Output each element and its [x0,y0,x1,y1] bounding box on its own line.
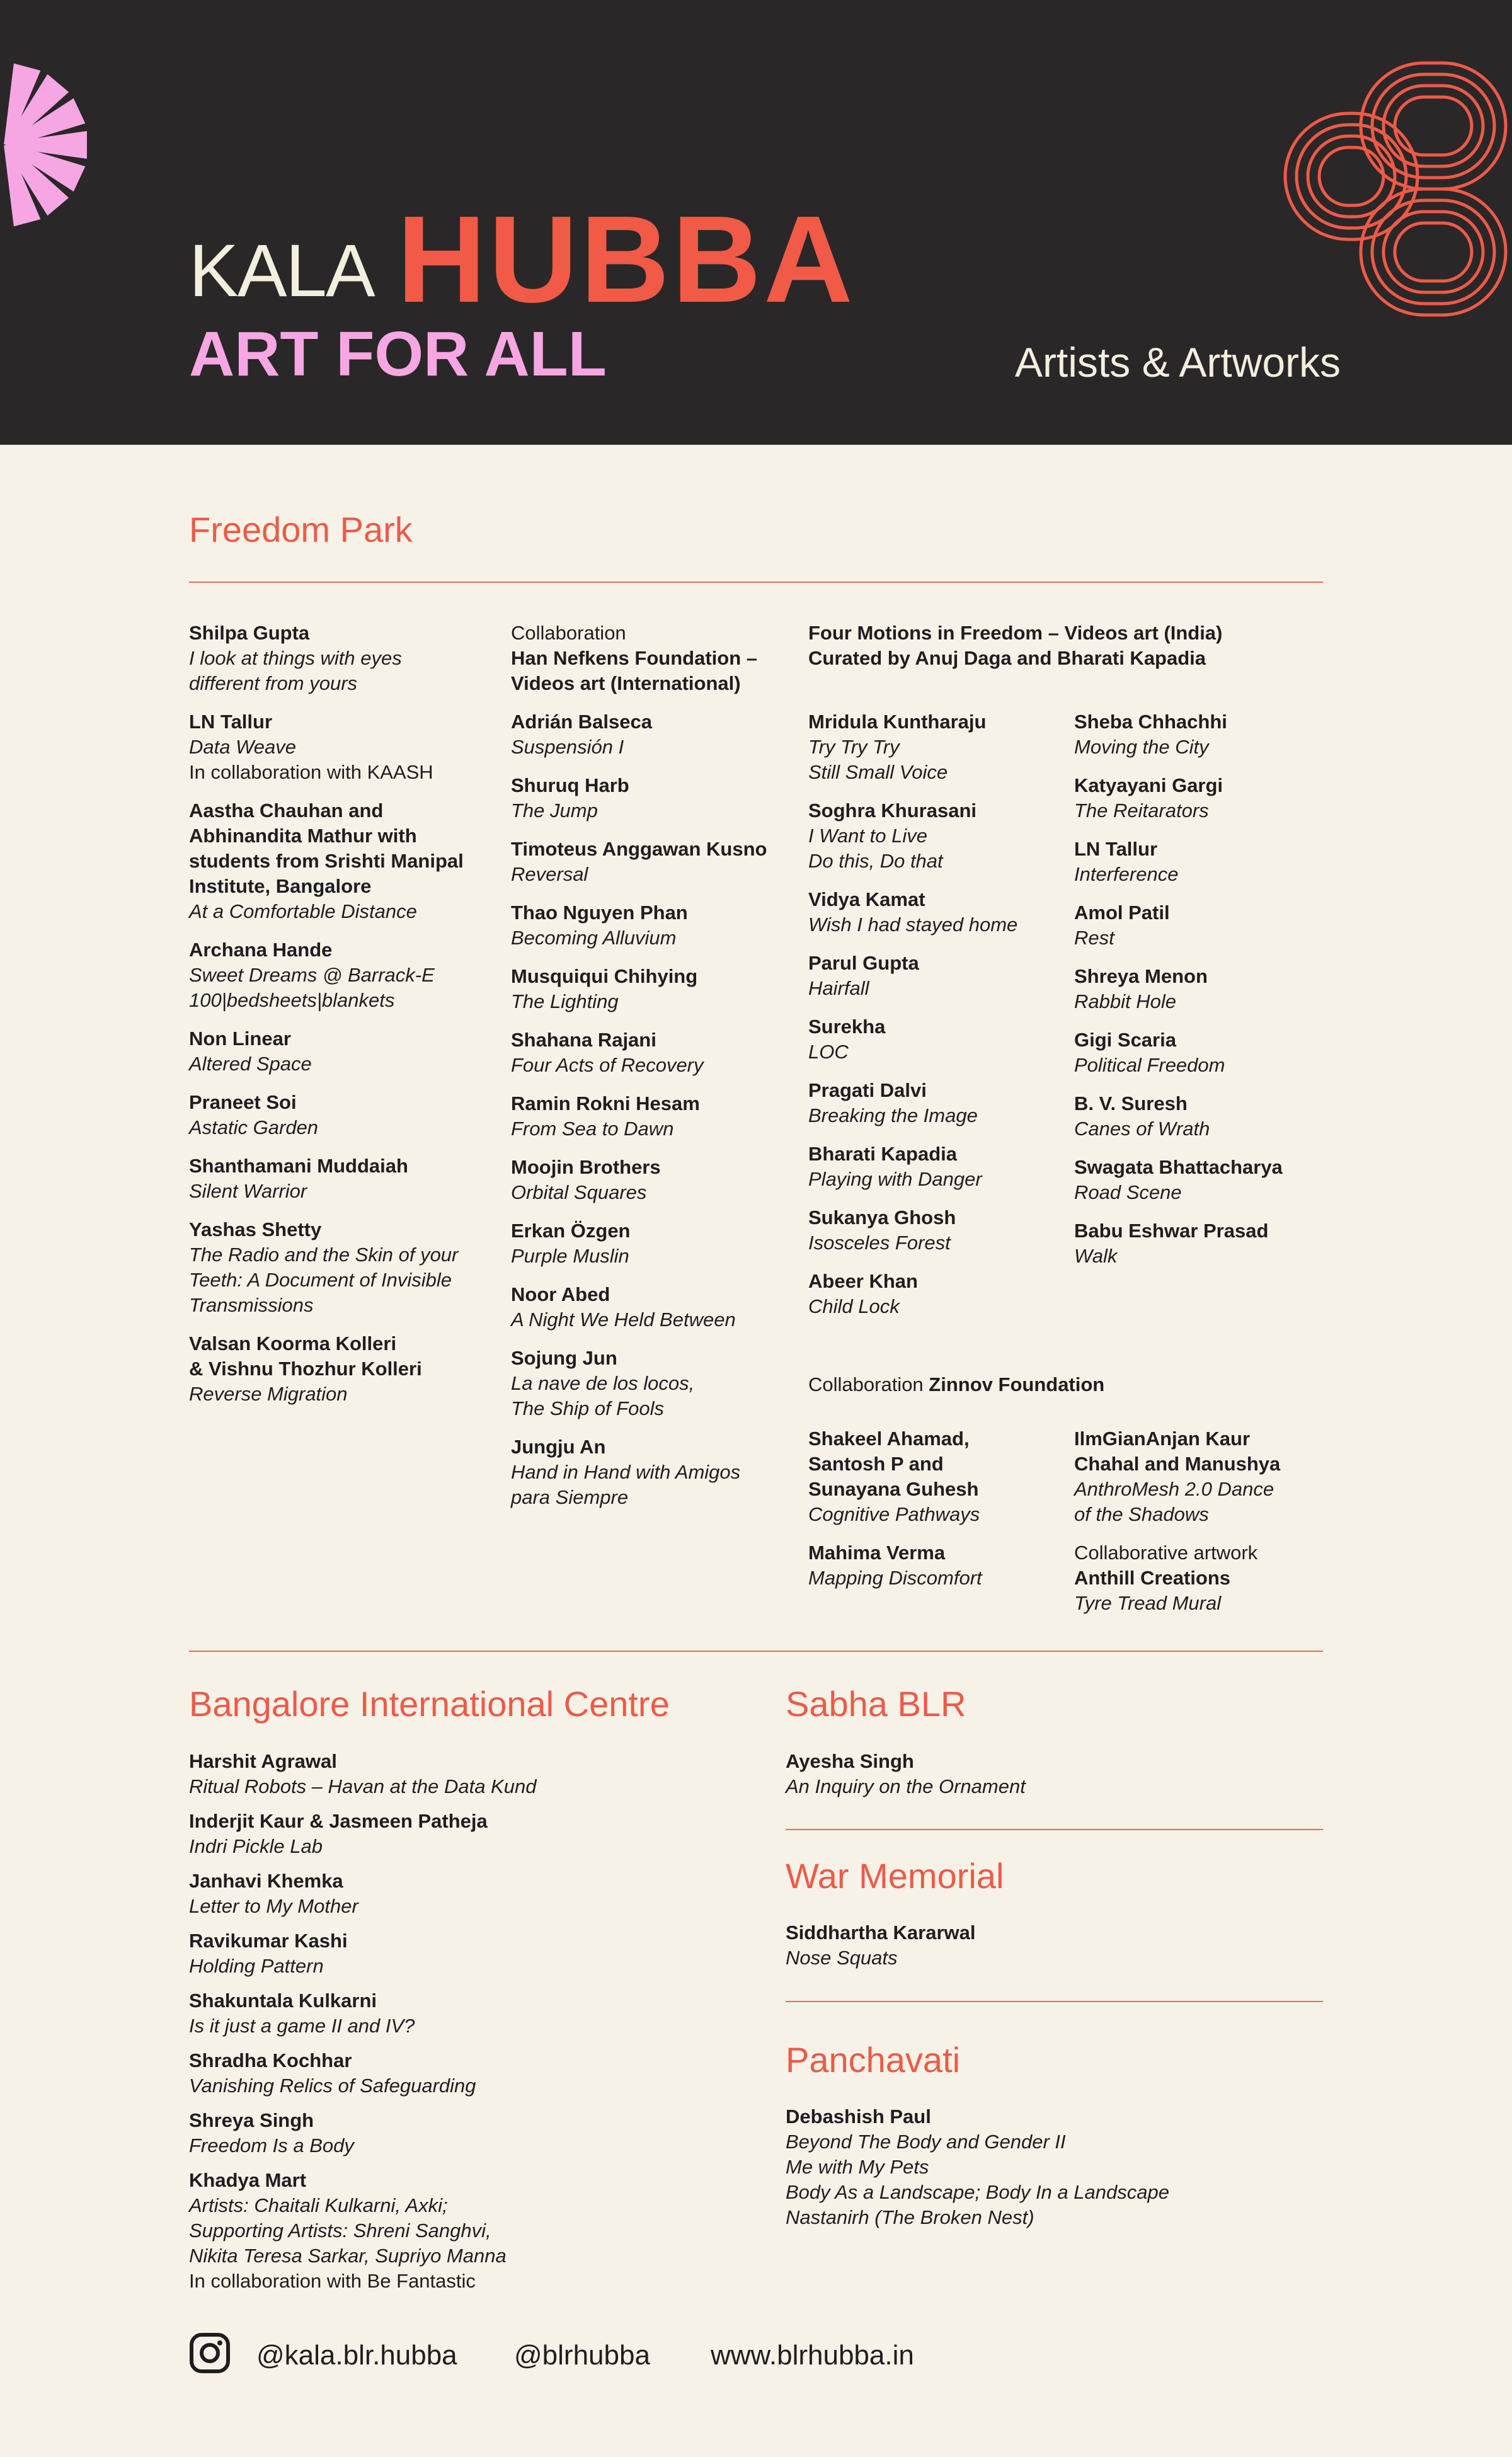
bic-list [189,1749,756,2303]
artist-name: Inderjit Kaur & Jasmeen Patheja [189,1810,488,1832]
artwork-title: Breaking the Image [808,1104,978,1126]
artist-entry [1074,1218,1326,1269]
artist-name: Anthill Creations [1074,1567,1231,1589]
curation-line: Four Motions in Freedom – Videos art (India) [808,622,1223,644]
artwork-title: Wish I had stayed home [808,914,1018,936]
artist-name: Shilpa Gupta [189,622,310,644]
zinnov-col-left [808,1426,1067,1604]
artist-name: Ravikumar Kashi [189,1930,348,1952]
artwork-title: The Lighting [511,990,619,1012]
artist-name: Bharati Kapadia [808,1143,958,1165]
section-divider [189,581,1323,583]
artist-name: Shahana Rajani [511,1029,656,1051]
artwork-title: Interference [1074,863,1179,885]
artwork-title: Sweet Dreams @ Barrack-E [189,964,435,986]
artist-name: LN Tallur [189,711,273,733]
artwork-title: Nose Squats [786,1947,898,1969]
artist-entry [808,887,1067,937]
footer [189,2331,1323,2375]
second-handle-link[interactable]: @blrhubba [514,2340,650,2371]
artist-name: Noor Abed [511,1283,610,1305]
freedom-park-col-3 [808,709,1067,1332]
artist-entry [808,798,1067,874]
subtitle: Artists & Artworks [1014,339,1341,386]
artist-entry [189,1809,756,1859]
artwork-title: Cognitive Pathways [808,1503,980,1525]
bic-title: Bangalore International Centre [189,1684,670,1724]
artist-entry [1074,773,1326,823]
artwork-title: Still Small Voice [808,761,948,783]
freedom-park-col-2 [511,621,801,1523]
artist-name: Mridula Kuntharaju [808,711,987,733]
artist-entry [189,1026,498,1077]
artwork-title: Try Try Try [808,736,900,758]
zinnov-col-right [1074,1426,1326,1629]
artwork-title: Playing with Danger [808,1168,982,1190]
artist-name: Mahima Verma [808,1542,946,1564]
freedom-park-col-4 [1074,709,1326,1282]
artist-name: Khadya Mart [189,2169,307,2191]
artist-name: Non Linear [189,1028,291,1050]
artist-entry [189,1988,756,2039]
artist-entry [511,1028,801,1078]
artwork-title: The Jump [511,799,598,822]
artist-name: IlmGianAnjan Kaur [1074,1428,1251,1450]
artwork-title: The Radio and the Skin of your [189,1244,459,1266]
artist-name: Ayesha Singh [786,1750,914,1772]
artist-name: Erkan Özgen [511,1220,631,1242]
zinnov-header [808,1372,1325,1397]
artist-entry [786,1920,1321,1971]
artwork-title: AnthroMesh 2.0 Dance [1074,1478,1274,1500]
artwork-title: Silent Warrior [189,1180,307,1202]
artwork-title: Me with My Pets [786,2156,929,2178]
artwork-title: The Ship of Fools [511,1397,664,1419]
artist-entry [808,951,1067,1001]
artist-entry [189,2048,756,2099]
artwork-title: Political Freedom [1074,1054,1225,1076]
artist-entry [511,1282,801,1332]
artist-name: Sukanya Ghosh [808,1206,956,1228]
artist-entry [189,1217,498,1318]
artwork-title: Altered Space [189,1053,312,1075]
artist-name: Ramin Rokni Hesam [511,1092,700,1114]
artwork-title: Is it just a game II and IV? [189,2015,415,2037]
artist-name: Soghra Khurasani [808,799,976,822]
artwork-title: Indri Pickle Lab [189,1835,323,1857]
artist-entry [189,2168,756,2294]
tagline: ART FOR ALL [189,319,607,389]
artwork-title: Holding Pattern [189,1955,324,1977]
artist-name: Gigi Scaria [1074,1029,1176,1051]
collaborator-name-line: Videos art (International) [511,672,741,694]
panchavati-list [786,2104,1321,2243]
artist-entry [511,837,801,887]
artwork-title: Freedom Is a Body [189,2134,354,2156]
artist-name: Archana Hande [189,939,333,961]
artwork-title: Four Acts of Recovery [511,1054,704,1076]
artist-entry [189,621,498,696]
artist-entry [1074,837,1326,887]
artist-entry [511,1435,801,1510]
artwork-title: Astatic Garden [189,1116,319,1138]
artwork-title: Letter to My Mother [189,1895,358,1917]
artist-name: Adrián Balseca [511,711,652,733]
artist-entry [189,1154,498,1204]
artist-entry [1074,900,1326,951]
artist-entry [808,1269,1067,1319]
artwork-title: Walk [1074,1245,1118,1267]
artwork-title: Child Lock [808,1295,900,1317]
artwork-title: 100|bedsheets|blankets [189,989,395,1011]
artist-entry [808,1205,1067,1256]
artist-name: Timoteus Anggawan Kusno [511,838,767,860]
logo-kala-text: KALA [189,229,374,312]
artist-entry [511,1155,801,1205]
han-nefkens-header [511,621,801,696]
artist-entry [1074,1155,1326,1205]
artwork-title: I look at things with eyes [189,647,402,669]
artwork-title: Hairfall [808,977,869,999]
knot-icon [1279,50,1512,328]
artist-entry [1074,1091,1326,1142]
artist-name: Amol Patil [1074,902,1170,924]
artist-entry [808,1078,1067,1128]
artist-name: Shreya Menon [1074,965,1208,987]
artist-entry [786,2104,1321,2230]
artist-entry [786,1749,1321,1799]
artwork-title: Body As a Landscape; Body In a Landscape [786,2181,1169,2203]
sabha-title: Sabha BLR [786,1684,966,1724]
collaborator-name-line: Han Nefkens Foundation – [511,647,757,669]
artwork-title: Becoming Alluvium [511,927,677,949]
artist-name: Valsan Koorma Kolleri [189,1332,397,1354]
artwork-title: Transmissions [189,1294,314,1316]
artwork-title: Hand in Hand with Amigos [511,1461,741,1483]
artwork-title: Beyond The Body and Gender II [786,2131,1066,2153]
artist-entry [189,1928,756,1979]
panchavati-title: Panchavati [786,2040,961,2080]
artwork-title: Reversal [511,863,588,885]
four-motions-header [808,621,1325,671]
artwork-title: Rest [1074,927,1114,949]
collaboration-label: Collaboration [511,622,626,644]
artwork-title: Isosceles Forest [808,1232,951,1254]
artwork-title: Nastanirh (The Broken Nest) [786,2206,1034,2228]
artist-name: Parul Gupta [808,952,919,974]
artist-name: Shakeel Ahamad, [808,1428,970,1450]
artist-entry [808,1142,1067,1192]
artwork-title: Suspensión I [511,736,624,758]
artist-name: LN Tallur [1074,838,1158,860]
artwork-title: Mapping Discomfort [808,1567,982,1589]
artist-entry [189,1869,756,1919]
artwork-title: Rabbit Hole [1074,990,1176,1012]
artist-entry [189,709,498,785]
freedom-park-col-1 [189,621,498,1420]
artwork-title: Teeth: A Document of Invisible [189,1269,452,1291]
artist-entry [189,1331,498,1407]
artist-name: Sojung Jun [511,1347,617,1369]
artist-entry [511,900,801,951]
artist-name: Shradha Kochhar [189,2049,352,2071]
section-divider [786,1829,1323,1830]
artwork-title: Orbital Squares [511,1181,647,1203]
artist-name: Siddhartha Kararwal [786,1922,976,1944]
artist-name: Thao Nguyen Phan [511,902,688,924]
artist-name: Abeer Khan [808,1270,918,1292]
zinnov-name: Zinnov Foundation [929,1373,1105,1395]
artwork-title: Data Weave [189,736,297,758]
artist-name: B. V. Suresh [1074,1092,1188,1114]
artist-name: Babu Eshwar Prasad [1074,1220,1269,1242]
artist-entry [511,1346,801,1421]
artist-name: Shakuntala Kulkarni [189,1990,377,2012]
collaboration-note: In collaboration with KAASH [189,761,433,783]
artwork-title: An Inquiry on the Ornament [786,1775,1026,1797]
sabha-list [786,1749,1321,1813]
artist-entry [189,798,498,924]
artwork-title: Artists: Chaitali Kulkarni, Axki; [189,2194,448,2216]
header-banner [0,0,1512,445]
artwork-title: Supporting Artists: Shreni Sanghvi, [189,2219,491,2242]
artist-entry [189,1749,756,1799]
section-divider [786,2001,1323,2002]
artwork-title: Nikita Teresa Sarkar, Supriyo Manna [189,2245,507,2267]
artist-entry [1074,1540,1326,1616]
artwork-title: Purple Muslin [511,1245,629,1267]
artist-name: Praneet Soi [189,1091,297,1113]
freedom-park-title: Freedom Park [189,510,413,549]
logo-hubba-text: HUBBA [397,190,856,328]
artist-name: Institute, Bangalore [189,875,372,897]
artist-name: Abhinandita Mathur with [189,825,417,847]
artist-entry [1074,964,1326,1014]
curation-line: Curated by Anuj Daga and Bharati Kapadia [808,647,1206,669]
sunburst-icon [0,63,88,227]
instagram-handle-link[interactable]: @kala.blr.hubba [256,2340,457,2371]
artist-name: Surekha [808,1016,886,1038]
artist-entry [1074,709,1326,760]
artwork-title: Canes of Wrath [1074,1118,1210,1140]
artist-entry [189,2108,756,2158]
artwork-title: Ritual Robots – Havan at the Data Kund [189,1775,537,1797]
artist-name: Musquiqui Chihying [511,965,698,987]
artist-name: Shuruq Harb [511,774,629,796]
artwork-title: Reverse Migration [189,1383,348,1405]
artist-name: Shreya Singh [189,2109,314,2131]
artist-entry [511,709,801,760]
collaboration-label: Collaborative artwork [1074,1542,1258,1564]
artist-entry [511,1091,801,1142]
artist-entry [1074,1028,1326,1078]
artist-name: Sunayana Guhesh [808,1478,979,1500]
website-link[interactable]: www.blrhubba.in [711,2340,914,2371]
artwork-title: para Siempre [511,1486,629,1508]
artwork-title: From Sea to Dawn [511,1118,674,1140]
artwork-title: Moving the City [1074,736,1209,758]
artwork-title: of the Shadows [1074,1503,1209,1525]
artwork-title: Tyre Tread Mural [1074,1592,1222,1614]
artwork-title: The Reitarators [1074,799,1209,822]
han-nefkens-list [511,709,801,1510]
artist-entry [511,964,801,1014]
collaboration-note: In collaboration with Be Fantastic [189,2270,476,2292]
artwork-title: La nave de los locos, [511,1372,695,1394]
artist-entry [808,1540,1067,1591]
war-memorial-title: War Memorial [786,1856,1004,1896]
artist-entry [511,1218,801,1269]
artist-entry [1074,1426,1326,1527]
instagram-icon[interactable] [189,2332,231,2374]
artwork-title: LOC [808,1041,849,1063]
artist-name: Aastha Chauhan and [189,799,384,822]
artist-name: Harshit Agrawal [189,1750,337,1772]
artist-name: Sheba Chhachhi [1074,711,1227,733]
artist-name: Shanthamani Muddaiah [189,1155,408,1177]
artist-entry [808,1426,1067,1527]
artist-name: Moojin Brothers [511,1156,661,1178]
artwork-title: Road Scene [1074,1181,1182,1203]
artwork-title: Do this, Do that [808,850,943,872]
artwork-title: different from yours [189,672,358,694]
artist-entry [189,937,498,1013]
artwork-title: A Night We Held Between [511,1309,736,1331]
artist-name: Swagata Bhattacharya [1074,1156,1283,1178]
artist-entry [189,1090,498,1140]
artwork-title: Vanishing Relics of Safeguarding [189,2075,476,2097]
artist-name: Yashas Shetty [189,1218,322,1240]
artist-name: Jungju An [511,1436,606,1458]
artist-name: Janhavi Khemka [189,1870,343,1892]
artist-entry [511,773,801,823]
artist-entry [808,1014,1067,1065]
artwork-title: I Want to Live [808,825,927,847]
collaboration-label: Collaboration [808,1373,924,1395]
artist-name: Katyayani Gargi [1074,774,1223,796]
artist-entry [808,709,1067,785]
artist-name: Debashish Paul [786,2105,931,2128]
artist-name: Vidya Kamat [808,888,925,910]
artist-name: students from Srishti Manipal [189,850,464,872]
war-memorial-list [786,1920,1321,1984]
artwork-title: At a Comfortable Distance [189,900,417,922]
section-divider [189,1651,1323,1652]
artist-name: & Vishnu Thozhur Kolleri [189,1358,422,1380]
artist-name: Pragati Dalvi [808,1079,927,1101]
artist-name: Chahal and Manushya [1074,1453,1281,1475]
artist-name: Santosh P and [808,1453,944,1475]
